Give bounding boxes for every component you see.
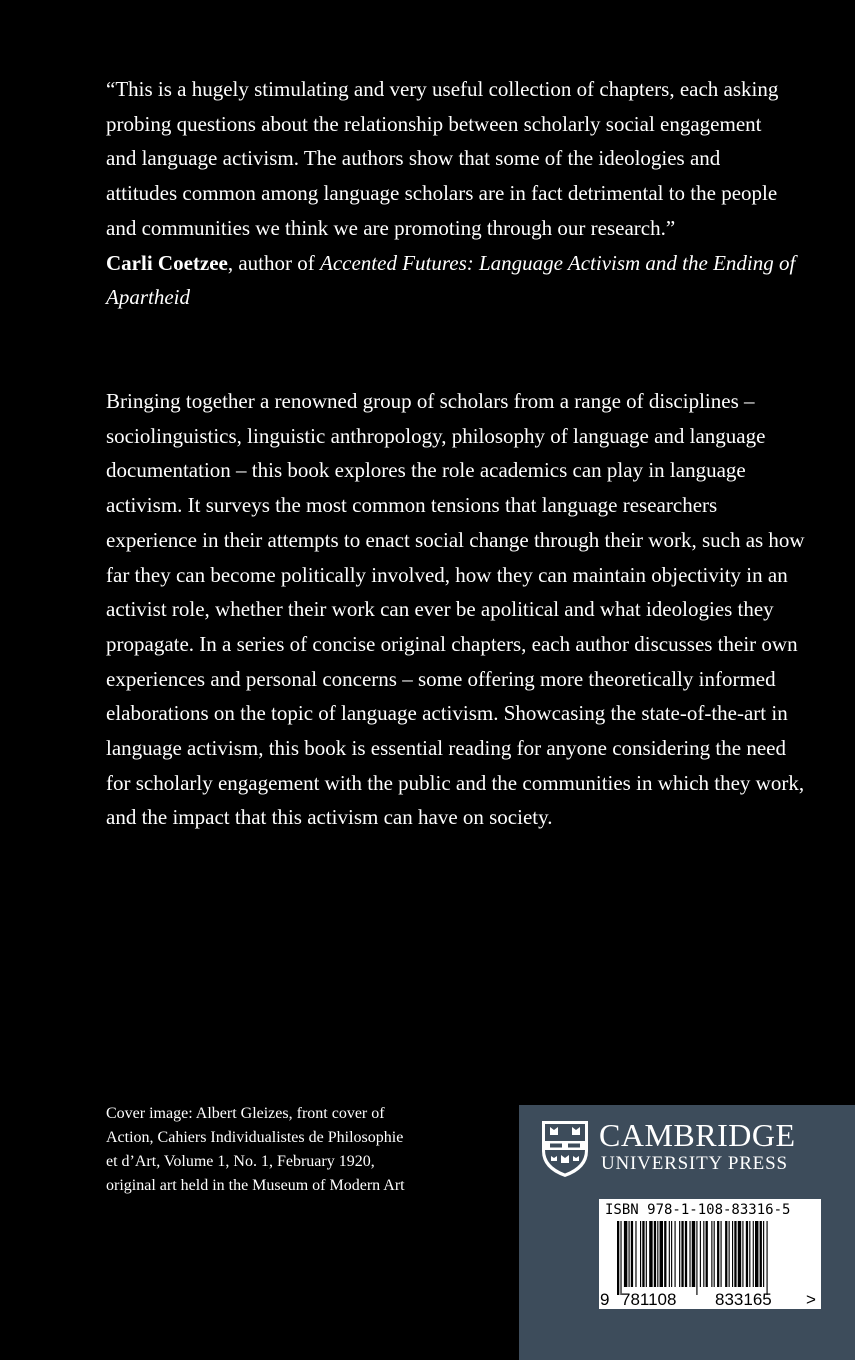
barcode-bar: [714, 1221, 715, 1287]
barcode-bar: [629, 1221, 630, 1287]
barcode-left-digits: 781108: [621, 1290, 677, 1309]
barcode-bar: [617, 1221, 619, 1295]
book-description-text: Bringing together a renowned group of scholars from a range of disciplines – sociolinguistics, linguistic anthropology, philosophy of language and language documentation – this book explores the role academics can play in language activism. It surveys the most common tensions that language researchers experience in their attempts to enact social change through their work, such as how far they can become politically involved, how they can maintain objectivity in an activist role, whether their work can ever be apolitical and what ideologies they propagate. In a series of concise original chapters, each author discusses their own experiences and personal concerns – some offering more theoretically informed elaborations on the topic of language activism. Showcasing the state-of-the-art in language activism, this book is essential reading for anyone considering the need for scholarly engagement with the public and the communities in which they work, and the impact that this activism can have on society.: [106, 389, 805, 830]
barcode-bar: [679, 1221, 680, 1287]
barcode-bar: [631, 1221, 633, 1287]
barcode-bar: [671, 1221, 672, 1287]
barcode-bar: [755, 1221, 758, 1287]
quote-text: “This is a hugely stimulating and very useful collection of chapters, each asking probing questions about the relationship between scholarly social engagement and language activism. The authors show that some of the ideologies and attitudes common among language scholars are in fact detrimental to the people and communities we think we are promoting through our research.”: [106, 77, 779, 240]
cover-credit-line: et d’Art, Volume 1, No. 1, February 1920,: [106, 1153, 375, 1170]
barcode-bar: [749, 1221, 750, 1287]
barcode-end-mark: >: [806, 1290, 816, 1309]
barcode-bar: [725, 1221, 727, 1287]
barcode-bar: [657, 1221, 658, 1287]
barcode-leading-digit: 9: [600, 1290, 610, 1309]
barcode-bar: [729, 1221, 730, 1287]
barcode-bar: [669, 1221, 670, 1287]
barcode-bar: [646, 1221, 647, 1287]
barcode-bar: [721, 1221, 722, 1287]
barcode-bar: [624, 1221, 627, 1287]
review-quote: [106, 72, 796, 315]
cover-credit-line: Action, Cahiers Individualistes de Philosophie: [106, 1129, 404, 1146]
barcode-bar: [654, 1221, 656, 1287]
barcode-bar: [738, 1221, 741, 1287]
barcode-right-digits: 833165: [715, 1290, 772, 1309]
barcode-bar: [700, 1221, 701, 1287]
cover-credit-line: original art held in the Museum of Modern Art: [106, 1177, 405, 1194]
barcode-bar: [696, 1221, 697, 1295]
publisher-panel: [519, 1105, 855, 1360]
barcode-bar: [711, 1221, 712, 1287]
quote-book-title: Accented Futures: Language Activism and the Ending of Apartheid: [106, 250, 796, 310]
barcode-bar: [620, 1221, 621, 1295]
barcode-bar: [640, 1221, 641, 1287]
barcode-bar: [763, 1221, 764, 1287]
barcode-bar: [635, 1221, 636, 1287]
barcode-bar: [681, 1221, 683, 1287]
barcode-bar: [703, 1221, 704, 1287]
barcode-bars: [599, 1219, 821, 1309]
barcode-bar: [753, 1221, 754, 1287]
isbn-barcode: [599, 1199, 821, 1309]
barcode-bar: [760, 1221, 762, 1287]
barcode-bar: [675, 1221, 676, 1287]
cambridge-crest-icon: [540, 1119, 590, 1179]
barcode-bar: [746, 1221, 748, 1287]
book-description: [106, 384, 806, 835]
barcode-bar: [717, 1221, 719, 1287]
quote-author-name: Carli Coetzee: [106, 250, 228, 275]
barcode-bar: [660, 1221, 663, 1287]
publisher-name: CAMBRIDGE: [599, 1117, 796, 1153]
isbn-label: ISBN 978-1-108-83316-5: [605, 1202, 791, 1218]
cover-image-credit: [106, 1102, 506, 1198]
publisher-subtitle: UNIVERSITY PRESS: [601, 1153, 788, 1174]
barcode-bar: [742, 1221, 743, 1287]
barcode-bar: [767, 1221, 768, 1295]
barcode-bar: [642, 1221, 644, 1287]
barcode-bar: [685, 1221, 687, 1287]
barcode-bar: [689, 1221, 690, 1287]
barcode-bar: [734, 1221, 736, 1287]
barcode-bar: [664, 1221, 666, 1287]
barcode-bar: [706, 1221, 708, 1287]
quote-attribution: [106, 246, 796, 315]
cover-credit-line: Cover image: Albert Gleizes, front cover of: [106, 1105, 385, 1122]
barcode-bar: [692, 1221, 695, 1287]
barcode-bar: [649, 1221, 652, 1287]
quote-author-role: , author of: [227, 250, 321, 275]
barcode-bar: [732, 1221, 733, 1287]
